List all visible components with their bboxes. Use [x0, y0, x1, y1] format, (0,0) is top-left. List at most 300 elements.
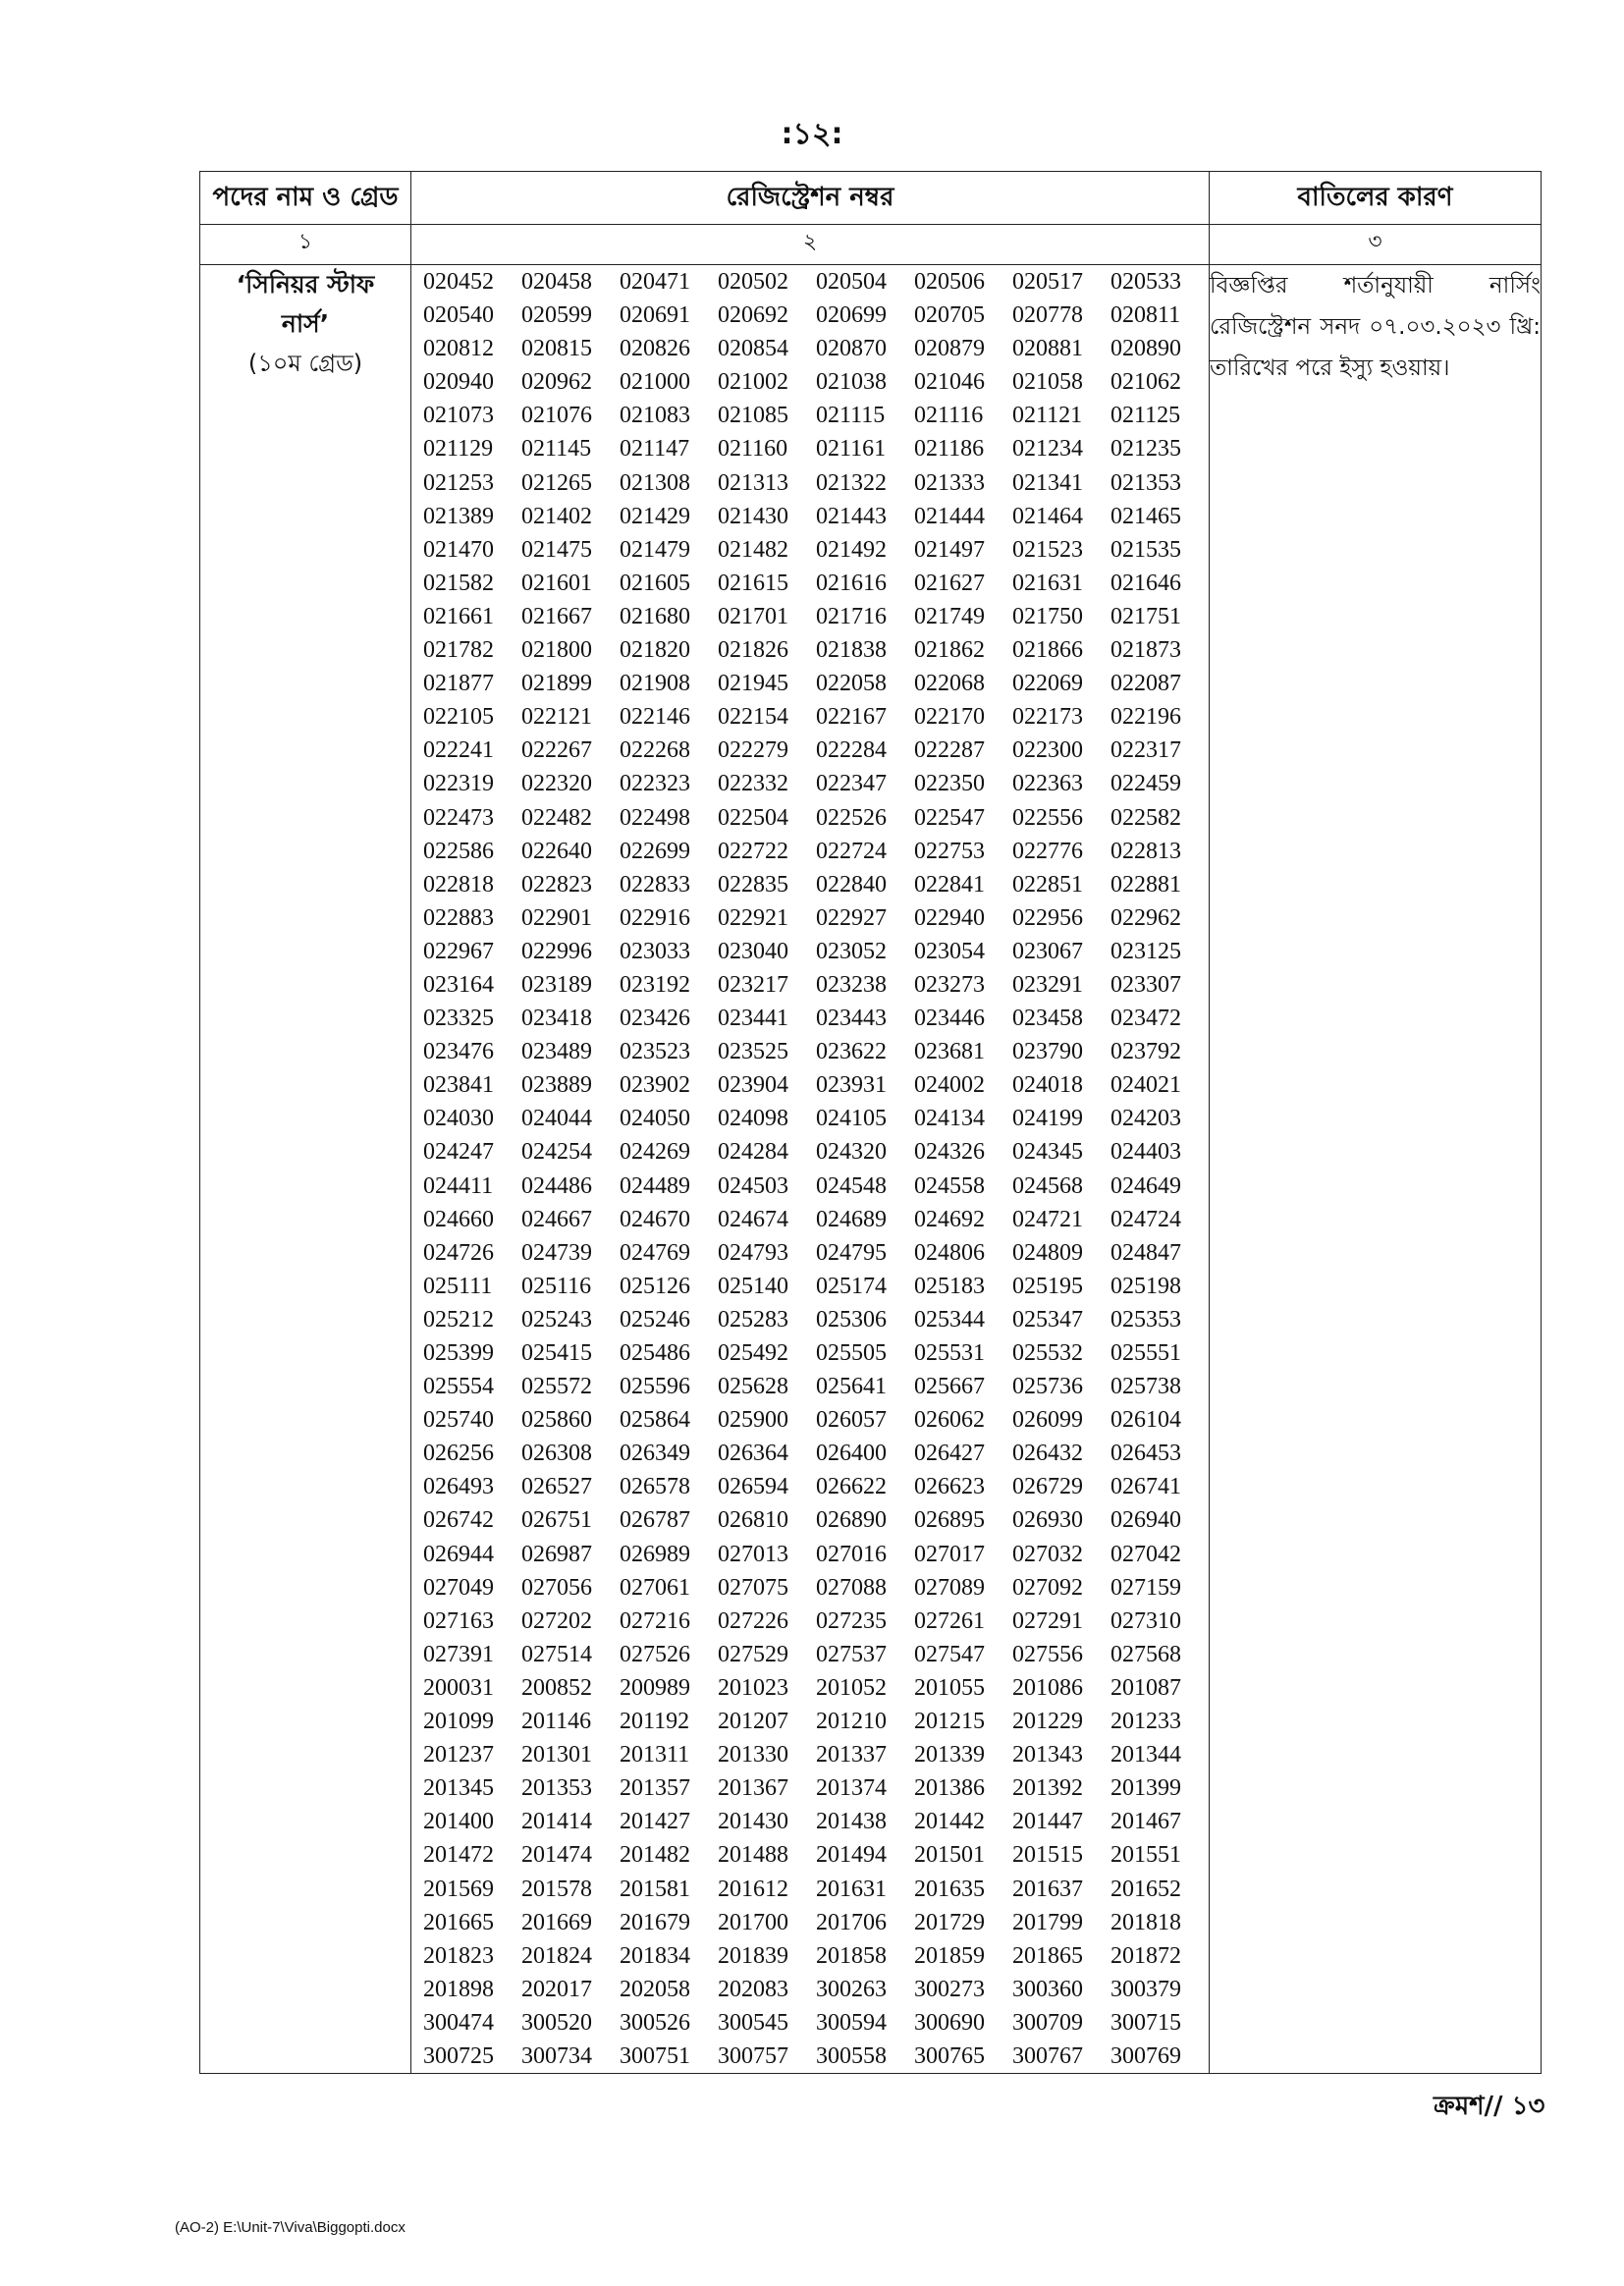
- registration-number: 024030: [423, 1106, 494, 1132]
- registration-number: 025198: [1110, 1273, 1181, 1299]
- registration-number: 027216: [620, 1607, 690, 1634]
- registration-number: 201635: [914, 1876, 985, 1902]
- registration-number: 027032: [1012, 1541, 1083, 1567]
- registration-number: 024674: [718, 1206, 788, 1232]
- registration-number: 021751: [1110, 603, 1181, 629]
- registration-number: 021465: [1110, 503, 1181, 529]
- registration-number: 026623: [914, 1474, 985, 1500]
- registration-number: 021535: [1110, 536, 1181, 563]
- registration-number: 201386: [914, 1775, 985, 1802]
- registration-number: 201367: [718, 1775, 788, 1802]
- column-number-row: [200, 225, 1542, 265]
- registration-number: 022170: [914, 704, 985, 731]
- registration-number: 025628: [718, 1374, 788, 1400]
- registration-number: 022332: [718, 771, 788, 797]
- registration-number-row: [411, 1538, 1209, 1571]
- registration-number: 201652: [1110, 1876, 1181, 1902]
- registration-number-row: [411, 1068, 1209, 1102]
- registration-number: 024411: [423, 1172, 494, 1199]
- registration-number: 201472: [423, 1842, 494, 1869]
- registration-number: 201669: [521, 1909, 592, 1935]
- registration-number: 025183: [914, 1273, 985, 1299]
- registration-number: 027529: [718, 1641, 788, 1667]
- registration-number: 027261: [914, 1607, 985, 1634]
- registration-number: 021479: [620, 536, 690, 563]
- registration-number: 201578: [521, 1876, 592, 1902]
- registration-number: 025486: [620, 1340, 690, 1366]
- registration-number: 022287: [914, 737, 985, 764]
- registration-number: 021235: [1110, 436, 1181, 463]
- registration-number-row: [411, 1906, 1209, 1939]
- registration-number: 022504: [718, 804, 788, 831]
- registration-number: 027526: [620, 1641, 690, 1667]
- registration-number: 021475: [521, 536, 592, 563]
- registration-number: 300263: [816, 1976, 887, 2002]
- registration-number: 201344: [1110, 1742, 1181, 1769]
- registration-number: 020890: [1110, 336, 1181, 362]
- registration-number-row: [411, 600, 1209, 633]
- table-body-row: [200, 265, 1542, 2074]
- registration-number: 021341: [1012, 469, 1083, 496]
- registration-number-row: [411, 1303, 1209, 1336]
- registration-number: 020812: [423, 336, 494, 362]
- registration-number-row: [411, 299, 1209, 332]
- registration-number: 026895: [914, 1507, 985, 1534]
- registration-number: 201482: [620, 1842, 690, 1869]
- registration-number: 201447: [1012, 1809, 1083, 1835]
- registration-number: 023067: [1012, 938, 1083, 964]
- registration-number: 201343: [1012, 1742, 1083, 1769]
- registration-number: 201427: [620, 1809, 690, 1835]
- registration-number: 021147: [620, 436, 690, 463]
- registration-number: 022841: [914, 871, 985, 898]
- registration-number: 022823: [521, 871, 592, 898]
- registration-number: 021038: [816, 369, 887, 396]
- registration-number: 020940: [423, 369, 494, 396]
- registration-number: 021402: [521, 503, 592, 529]
- registration-number: 021749: [914, 603, 985, 629]
- registration-number: 027537: [816, 1641, 887, 1667]
- registration-number: 201311: [620, 1742, 690, 1769]
- registration-number: 201207: [718, 1709, 788, 1735]
- registration-number: 026594: [718, 1474, 788, 1500]
- registration-number: 024769: [620, 1239, 690, 1266]
- registration-number-row: [411, 466, 1209, 500]
- registration-number-row: [411, 767, 1209, 800]
- registration-number: 023622: [816, 1039, 887, 1065]
- registration-number: 021601: [521, 570, 592, 596]
- registration-number-row: [411, 1437, 1209, 1470]
- registration-number-row: [411, 2040, 1209, 2073]
- registration-number: 201052: [816, 1674, 887, 1701]
- registration-number: 027202: [521, 1607, 592, 1634]
- registration-number: 201823: [423, 1942, 494, 1969]
- registration-number: 300273: [914, 1976, 985, 2002]
- registration-number: 025900: [718, 1407, 788, 1434]
- registration-number: 021631: [1012, 570, 1083, 596]
- registration-number: 025572: [521, 1374, 592, 1400]
- registration-number: 021046: [914, 369, 985, 396]
- registration-number-row: [411, 835, 1209, 868]
- registration-number: 021000: [620, 369, 690, 396]
- registration-number: 027547: [914, 1641, 985, 1667]
- registration-number-row: [411, 1002, 1209, 1035]
- footer-file-path: (AO-2) E:\Unit-7\Viva\Biggopti.docx: [175, 2219, 406, 2236]
- registration-number: 024199: [1012, 1106, 1083, 1132]
- registration-number: 024098: [718, 1106, 788, 1132]
- registration-number: 024326: [914, 1139, 985, 1166]
- registration-number: 024739: [521, 1239, 592, 1266]
- registration-number: 201569: [423, 1876, 494, 1902]
- registration-number: 021873: [1110, 637, 1181, 664]
- registration-number: 300734: [521, 2042, 592, 2069]
- registration-number: 023458: [1012, 1006, 1083, 1032]
- registration-number: 026400: [816, 1441, 887, 1467]
- registration-number: 026787: [620, 1507, 690, 1534]
- registration-number: 022556: [1012, 804, 1083, 831]
- registration-number: 021313: [718, 469, 788, 496]
- registration-number: 022167: [816, 704, 887, 731]
- registration-number-row: [411, 432, 1209, 465]
- registration-number: 024793: [718, 1239, 788, 1266]
- registration-number-row: [411, 667, 1209, 700]
- registration-number: 024403: [1110, 1139, 1181, 1166]
- registration-number: 201099: [423, 1709, 494, 1735]
- registration-number: 024284: [718, 1139, 788, 1166]
- registration-number-row: [411, 533, 1209, 567]
- registration-number: 201637: [1012, 1876, 1083, 1902]
- registration-number: 201700: [718, 1909, 788, 1935]
- registration-number: 025344: [914, 1306, 985, 1333]
- registration-number: 020699: [816, 302, 887, 329]
- registration-number: 021443: [816, 503, 887, 529]
- registration-number: 020452: [423, 269, 494, 295]
- registration-number: 022967: [423, 938, 494, 964]
- registration-number: 201442: [914, 1809, 985, 1835]
- registration-number: 021464: [1012, 503, 1083, 529]
- registration-number-row: [411, 1605, 1209, 1638]
- registration-number: 201859: [914, 1942, 985, 1969]
- registration-number: 026349: [620, 1441, 690, 1467]
- registration-number: 024050: [620, 1106, 690, 1132]
- registration-number: 022996: [521, 938, 592, 964]
- registration-number: 023291: [1012, 971, 1083, 998]
- registration-number: 027061: [620, 1574, 690, 1601]
- registration-number: 023889: [521, 1072, 592, 1099]
- registration-number: 024269: [620, 1139, 690, 1166]
- registration-number: 021121: [1012, 403, 1083, 429]
- registration-number: 026104: [1110, 1407, 1181, 1434]
- registration-number: 025860: [521, 1407, 592, 1434]
- registration-number: 021161: [816, 436, 887, 463]
- registration-number: 300526: [620, 2009, 690, 2036]
- registration-number: 022901: [521, 904, 592, 931]
- registration-number: 023426: [620, 1006, 690, 1032]
- registration-number: 021430: [718, 503, 788, 529]
- registration-number: 022350: [914, 771, 985, 797]
- registration-number: 021820: [620, 637, 690, 664]
- registration-number-row: [411, 1270, 1209, 1303]
- registration-number: 022840: [816, 871, 887, 898]
- registration-number: 022241: [423, 737, 494, 764]
- registration-number: 024247: [423, 1139, 494, 1166]
- registration-number: 027042: [1110, 1541, 1181, 1567]
- registration-number: 025111: [423, 1273, 493, 1299]
- registration-number: 022940: [914, 904, 985, 931]
- registration-number: 201357: [620, 1775, 690, 1802]
- registration-number: 021661: [423, 603, 494, 629]
- registration-number: 023189: [521, 971, 592, 998]
- registration-number: 021862: [914, 637, 985, 664]
- registration-number: 021002: [718, 369, 788, 396]
- registration-number: 023164: [423, 971, 494, 998]
- registration-number: 021627: [914, 570, 985, 596]
- registration-number: 022640: [521, 838, 592, 864]
- registration-number: 020471: [620, 269, 690, 295]
- registration-number: 201729: [914, 1909, 985, 1935]
- registration-number: 023931: [816, 1072, 887, 1099]
- registration-number: 201339: [914, 1742, 985, 1769]
- registration-number: 201474: [521, 1842, 592, 1869]
- registration-number: 022267: [521, 737, 592, 764]
- registration-number: 200852: [521, 1674, 592, 1701]
- registration-number: 026987: [521, 1541, 592, 1567]
- registration-number: 201192: [620, 1709, 690, 1735]
- registration-number: 022284: [816, 737, 887, 764]
- registration-number: 024809: [1012, 1239, 1083, 1266]
- registration-number: 024692: [914, 1206, 985, 1232]
- registration-number: 024548: [816, 1172, 887, 1199]
- registration-number: 022473: [423, 804, 494, 831]
- registration-number: 201824: [521, 1942, 592, 1969]
- registration-number: 200031: [423, 1674, 494, 1701]
- registration-number: 024486: [521, 1172, 592, 1199]
- registration-number: 027226: [718, 1607, 788, 1634]
- registration-number-row: [411, 500, 1209, 533]
- registration-number: 024021: [1110, 1072, 1181, 1099]
- registration-number: 026810: [718, 1507, 788, 1534]
- registration-number: 025736: [1012, 1374, 1083, 1400]
- registration-number: 021145: [521, 436, 592, 463]
- registration-number-row: [411, 968, 1209, 1002]
- registration-number: 201399: [1110, 1775, 1181, 1802]
- registration-number: 026427: [914, 1441, 985, 1467]
- registration-number: 022319: [423, 771, 494, 797]
- registration-number: 021716: [816, 603, 887, 629]
- registration-number: 021058: [1012, 369, 1083, 396]
- registration-number: 020504: [816, 269, 887, 295]
- registration-number: 022154: [718, 704, 788, 731]
- registration-number: 024847: [1110, 1239, 1181, 1266]
- registration-number: 022121: [521, 704, 592, 731]
- registration-number-row: [411, 1236, 1209, 1270]
- registration-number: 026493: [423, 1474, 494, 1500]
- registration-number: 027017: [914, 1541, 985, 1567]
- registration-number-row: [411, 265, 1209, 299]
- post-grade: (১০ম গ্রেড): [247, 350, 363, 377]
- registration-number: 026989: [620, 1541, 690, 1567]
- registration-number: 025195: [1012, 1273, 1083, 1299]
- registration-number: 021253: [423, 469, 494, 496]
- registration-number: 025551: [1110, 1340, 1181, 1366]
- registration-number: 021866: [1012, 637, 1083, 664]
- registration-number-row: [411, 1738, 1209, 1771]
- registration-number: 022459: [1110, 771, 1181, 797]
- registration-number: 201581: [620, 1876, 690, 1902]
- registration-number: 201438: [816, 1809, 887, 1835]
- registration-number-row: [411, 1470, 1209, 1503]
- registration-number: 026432: [1012, 1441, 1083, 1467]
- registration-number: 020517: [1012, 269, 1083, 295]
- registration-number: 025740: [423, 1407, 494, 1434]
- registration-number: 021083: [620, 403, 690, 429]
- registration-number: 021353: [1110, 469, 1181, 496]
- registration-number: 023325: [423, 1006, 494, 1032]
- registration-number: 300379: [1110, 1976, 1181, 2002]
- registration-number: 021945: [718, 671, 788, 697]
- registration-number: 020533: [1110, 269, 1181, 295]
- registration-number: 021308: [620, 469, 690, 496]
- registration-number-row: [411, 1336, 1209, 1370]
- registration-number: 024105: [816, 1106, 887, 1132]
- registration-number: 022279: [718, 737, 788, 764]
- registration-number: 026751: [521, 1507, 592, 1534]
- column-number-2: ২: [411, 225, 1210, 265]
- registration-number: 023841: [423, 1072, 494, 1099]
- registration-number: 201872: [1110, 1942, 1181, 1969]
- registration-number-row: [411, 1102, 1209, 1135]
- registration-number: 023052: [816, 938, 887, 964]
- registration-number: 022105: [423, 704, 494, 731]
- registration-number: 201898: [423, 1976, 494, 2002]
- registration-number: 023446: [914, 1006, 985, 1032]
- registration-number: 026256: [423, 1441, 494, 1467]
- registration-number: 024724: [1110, 1206, 1181, 1232]
- registration-number: 021129: [423, 436, 494, 463]
- registration-number: 021615: [718, 570, 788, 596]
- registration-number: 022921: [718, 904, 788, 931]
- registration-number: 021429: [620, 503, 690, 529]
- registration-number-row: [411, 1203, 1209, 1236]
- registration-number-row: [411, 1939, 1209, 1973]
- registration-number: 024649: [1110, 1172, 1181, 1199]
- registration-number: 201467: [1110, 1809, 1181, 1835]
- registration-number: 025667: [914, 1374, 985, 1400]
- registration-number-row: [411, 567, 1209, 600]
- registration-number: 023476: [423, 1039, 494, 1065]
- registration-number: 201374: [816, 1775, 887, 1802]
- registration-number: 300520: [521, 2009, 592, 2036]
- column-number-1: ১: [200, 225, 411, 265]
- registration-number: 027049: [423, 1574, 494, 1601]
- registration-number: 020506: [914, 269, 985, 295]
- registration-number: 025492: [718, 1340, 788, 1366]
- registration-number: 025738: [1110, 1374, 1181, 1400]
- post-name-line2: নার্স’: [281, 309, 330, 338]
- registration-number: 300751: [620, 2042, 690, 2069]
- registration-number: 021701: [718, 603, 788, 629]
- registration-number-row: [411, 633, 1209, 667]
- registration-number-row: [411, 1370, 1209, 1403]
- registration-number: 300690: [914, 2009, 985, 2036]
- registration-number: 021667: [521, 603, 592, 629]
- registration-number: 025140: [718, 1273, 788, 1299]
- registration-number: 022835: [718, 871, 788, 898]
- registration-number: 027291: [1012, 1607, 1083, 1634]
- registration-number: 201706: [816, 1909, 887, 1935]
- registration-number: 023523: [620, 1039, 690, 1065]
- registration-number: 022268: [620, 737, 690, 764]
- registration-number: 021115: [816, 403, 886, 429]
- registration-number: 022962: [1110, 904, 1181, 931]
- column-number-3: ৩: [1210, 225, 1542, 265]
- registration-number: 020599: [521, 302, 592, 329]
- registration-number: 300474: [423, 2009, 494, 2036]
- registration-number: 021116: [914, 403, 984, 429]
- registration-number: 201337: [816, 1742, 887, 1769]
- registration-number: 021680: [620, 603, 690, 629]
- registration-number: 022069: [1012, 671, 1083, 697]
- registration-number: 026062: [914, 1407, 985, 1434]
- registration-number-row: [411, 365, 1209, 399]
- registration-number: 024660: [423, 1206, 494, 1232]
- registration-number: 201055: [914, 1674, 985, 1701]
- registration-number: 022320: [521, 771, 592, 797]
- registration-number: 023792: [1110, 1039, 1181, 1065]
- registration-number: 025283: [718, 1306, 788, 1333]
- registration-number: 022058: [816, 671, 887, 697]
- registration-number: 023040: [718, 938, 788, 964]
- registration-number: 024489: [620, 1172, 690, 1199]
- registration-number-row: [411, 700, 1209, 734]
- registration-number: 027016: [816, 1541, 887, 1567]
- registration-number: 022851: [1012, 871, 1083, 898]
- registration-number: 023443: [816, 1006, 887, 1032]
- registration-number-row: [411, 1873, 1209, 1906]
- registration-number: 021497: [914, 536, 985, 563]
- registration-number-row: [411, 1135, 1209, 1169]
- registration-number: 021646: [1110, 570, 1181, 596]
- registration-number: 026940: [1110, 1507, 1181, 1534]
- registration-number: 025306: [816, 1306, 887, 1333]
- registration-number: 022323: [620, 771, 690, 797]
- post-cell: [200, 265, 411, 2074]
- registration-number: 201345: [423, 1775, 494, 1802]
- cancellation-reason: বিজ্ঞপ্তির শর্তানুযায়ী নার্সিং রেজিস্ট্রেশন সনদ ০৭.০৩.২০২৩ খ্রি: তারিখের পরে ইস্যু হওয়ায়।: [1210, 265, 1542, 2074]
- registration-number: 024018: [1012, 1072, 1083, 1099]
- registration-number: 021160: [718, 436, 788, 463]
- registration-number: 201087: [1110, 1674, 1181, 1701]
- registration-number: 201086: [1012, 1674, 1083, 1701]
- registration-number: 026622: [816, 1474, 887, 1500]
- registration-number: 021234: [1012, 436, 1083, 463]
- registration-number: 025243: [521, 1306, 592, 1333]
- registration-number: 027056: [521, 1574, 592, 1601]
- registration-number: 201430: [718, 1809, 788, 1835]
- registration-number: 202058: [620, 1976, 690, 2002]
- registration-number: 020870: [816, 336, 887, 362]
- registration-number: 022347: [816, 771, 887, 797]
- registration-number: 023033: [620, 938, 690, 964]
- registration-number: 201865: [1012, 1942, 1083, 1969]
- registration-number: 201799: [1012, 1909, 1083, 1935]
- registration-number: 022173: [1012, 704, 1083, 731]
- registration-number-row: [411, 2006, 1209, 2040]
- continued-marker: ক্রমশ// ১৩: [1434, 2092, 1545, 2121]
- registration-number: 020811: [1110, 302, 1181, 329]
- registration-number: 027163: [423, 1607, 494, 1634]
- registration-number: 022586: [423, 838, 494, 864]
